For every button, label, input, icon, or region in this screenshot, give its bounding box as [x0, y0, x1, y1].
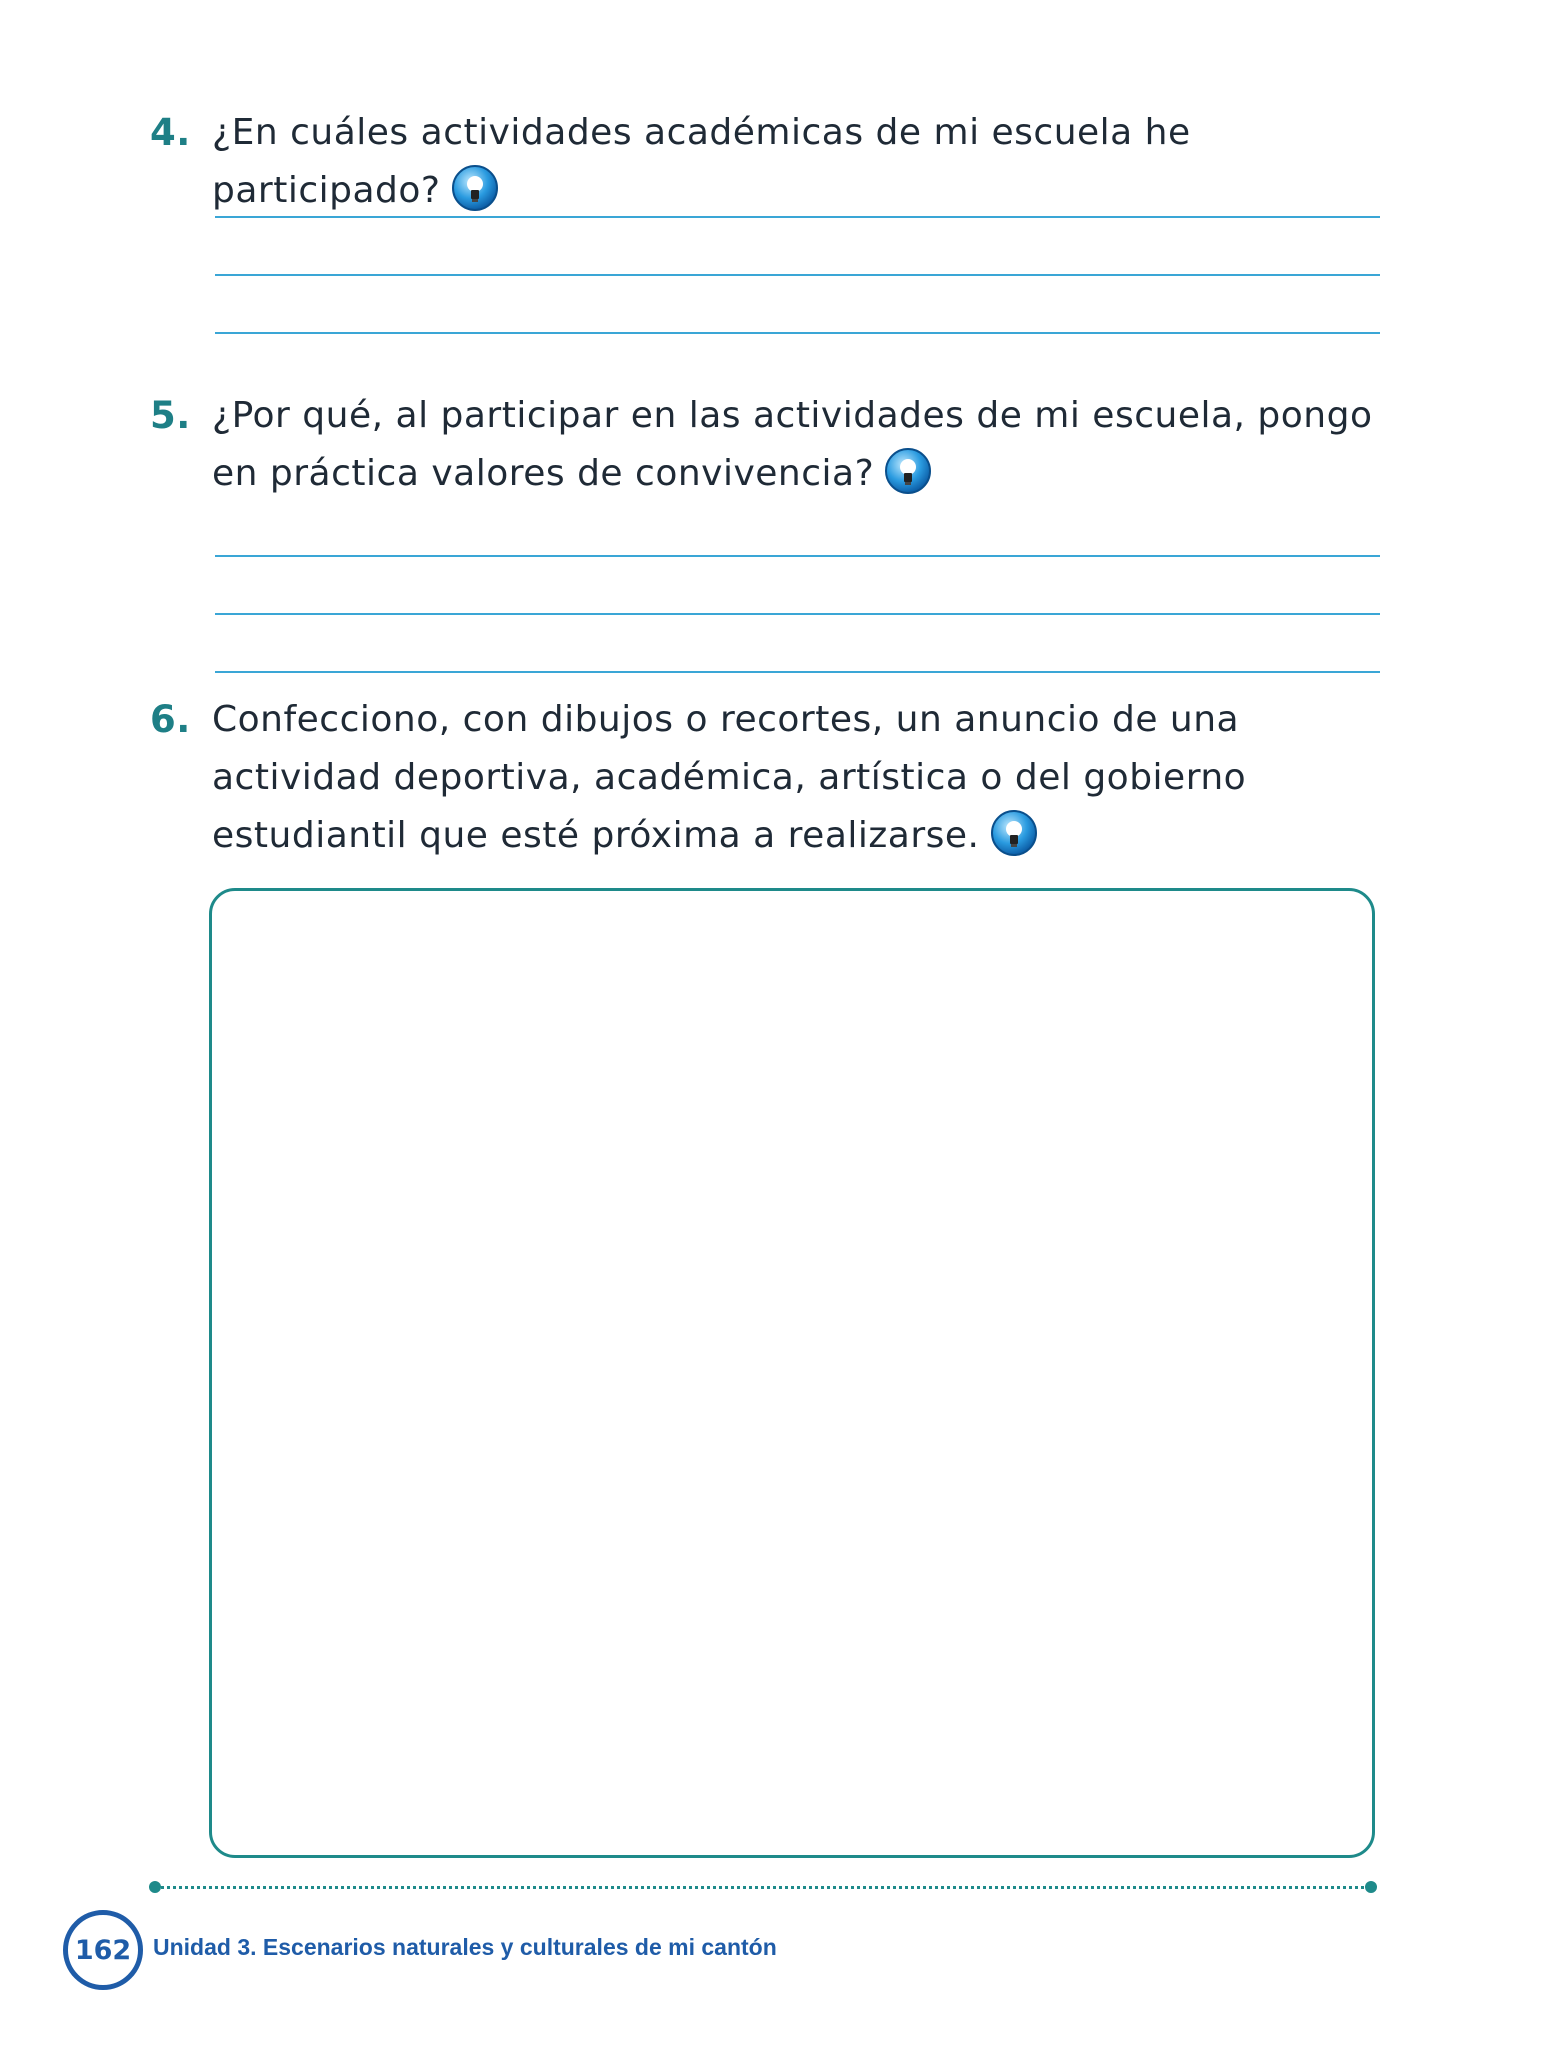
answer-line[interactable]	[215, 216, 1380, 218]
drawing-area[interactable]	[209, 888, 1375, 1858]
page-number-text: 162	[74, 1934, 132, 1966]
answer-line[interactable]	[215, 671, 1380, 673]
question-number: 4.	[150, 111, 191, 154]
divider-dot-right	[1365, 1881, 1377, 1893]
question-text: Confecciono, con dibujos o recortes, un anuncio de una actividad deportiva, académica, artística o del gobierno estudiantil que esté próxima a realizarse.	[212, 699, 1247, 856]
question-5	[150, 387, 1400, 503]
question-number: 6.	[150, 698, 191, 741]
answer-line[interactable]	[215, 274, 1380, 276]
footer-divider	[155, 1886, 1370, 1889]
unit-title: Unidad 3. Escenarios naturales y culturales de mi cantón	[153, 1934, 777, 1960]
lightbulb-icon[interactable]	[451, 164, 499, 212]
lightbulb-icon[interactable]	[884, 447, 932, 495]
question-number: 5.	[150, 394, 191, 437]
answer-line[interactable]	[215, 613, 1380, 615]
question-4	[150, 104, 1400, 220]
question-text: ¿Por qué, al participar en las actividades de mi escuela, pongo en práctica valores de convivencia?	[212, 395, 1373, 494]
question-6	[150, 691, 1400, 865]
question-text: ¿En cuáles actividades académicas de mi escuela he participado?	[212, 112, 1191, 211]
divider-dot-left	[149, 1881, 161, 1893]
page-number	[63, 1910, 143, 1990]
lightbulb-icon[interactable]	[990, 809, 1038, 857]
answer-line[interactable]	[215, 555, 1380, 557]
answer-line[interactable]	[215, 332, 1380, 334]
